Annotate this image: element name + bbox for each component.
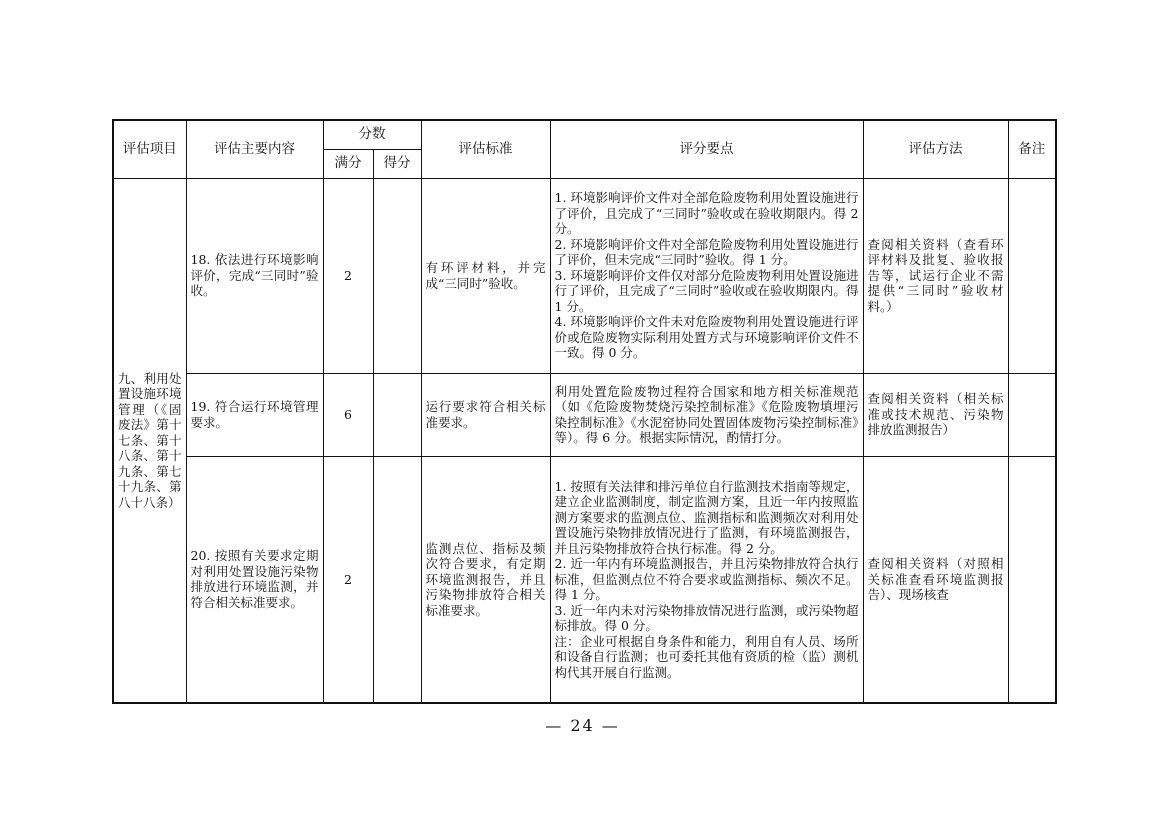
evaluation-table: [112, 119, 1057, 704]
remarks-cell[interactable]: [1008, 373, 1056, 456]
header-score-group: 分数: [323, 120, 421, 149]
point-item: 1. 环境影响评价文件对全部危险废物利用处置设施进行了评价，且完成了“三同时”验收或在验收期限内。得 2 分。: [554, 190, 859, 237]
got-score-cell[interactable]: [373, 373, 421, 456]
header-content: 评估主要内容: [186, 120, 323, 178]
points-cell: [550, 178, 863, 373]
point-item: 2. 近一年内有环境监测报告，并且污染物排放符合执行标准，但监测点位不符合要求或监测指标、频次不足。得 1 分。: [554, 556, 859, 602]
standard-cell: 运行要求符合相关标准要求。: [421, 373, 550, 456]
header-method: 评估方法: [863, 120, 1008, 178]
remarks-cell[interactable]: [1008, 178, 1056, 373]
remarks-cell[interactable]: [1008, 456, 1056, 703]
table-row: [113, 373, 1056, 456]
page-number: — 24 —: [545, 716, 620, 735]
got-score-cell[interactable]: [373, 178, 421, 373]
header-standard: 评估标准: [421, 120, 550, 178]
header-points: 评分要点: [550, 120, 863, 178]
points-cell: [550, 373, 863, 456]
standard-cell: 有环评材料，并完成“三同时”验收。: [421, 178, 550, 373]
point-item: 3. 环境影响评价文件仅对部分危险废物利用处置设施进行了评价，且完成了“三同时”验收或在验收期限内。得 1 分。: [554, 267, 859, 314]
category-cell: 九、利用处置设施环境管理（《固废法》第十七条、第十八条、第十九条、第七十九条、第八十八条）: [113, 178, 186, 703]
points-cell: [550, 456, 863, 703]
header-got-score: 得分: [373, 149, 421, 178]
point-item: 3. 近一年内未对污染物排放情况进行监测，或污染物超标排放。得 0 分。: [554, 602, 859, 633]
table-row: [113, 178, 1056, 373]
content-cell: 19. 符合运行环境管理要求。: [186, 373, 323, 456]
point-item: 4. 环境影响评价文件未对危险废物利用处置设施进行评价或危险废物实际利用处置方式与环境影响评价文件不一致。得 0 分。: [554, 314, 859, 361]
method-cell: 查阅相关资料（相关标准或技术规范、污染物排放监测报告）: [863, 373, 1008, 456]
full-score-cell: 2: [323, 178, 373, 373]
table-row: [113, 456, 1056, 703]
header-item: 评估项目: [113, 120, 186, 178]
full-score-cell: 6: [323, 373, 373, 456]
method-cell: 查阅相关资料（查看环评材料及批复、验收报告等，试运行企业不需提供“三同时”验收材料。）: [863, 178, 1008, 373]
header-row-1: [113, 120, 1056, 149]
content-cell: 20. 按照有关要求定期对利用处置设施污染物排放进行环境监测，并符合相关标准要求。: [186, 456, 323, 703]
full-score-cell: 2: [323, 456, 373, 703]
standard-cell: 监测点位、指标及频次符合要求，有定期环境监测报告，并且污染物排放符合相关标准要求。: [421, 456, 550, 703]
content-cell: 18. 依法进行环境影响评价，完成“三同时”验收。: [186, 178, 323, 373]
point-item: 2. 环境影响评价文件对全部危险废物利用处置设施进行了评价，但未完成“三同时”验收。得 1 分。: [554, 236, 859, 268]
header-full-score: 满分: [323, 149, 373, 178]
point-item: 注：企业可根据自身条件和能力，利用自有人员、场所和设备自行监测；也可委托其他有资质的检（监）测机构代其开展自行监测。: [554, 633, 859, 680]
got-score-cell[interactable]: [373, 456, 421, 703]
point-item: 利用处置危险废物过程符合国家和地方相关标准规范（如《危险废物焚烧污染控制标准》《危险废物填埋污染控制标准》《水泥窑协同处置固体废物污染控制标准》等）。得 6 分。根据实际情况，酌情打分。: [554, 383, 859, 445]
header-remarks: 备注: [1008, 120, 1056, 178]
method-cell: 查阅相关资料（对照相关标准查看环境监测报告）、现场核查: [863, 456, 1008, 703]
point-item: 1. 按照有关法律和排污单位自行监测技术指南等规定，建立企业监测制度，制定监测方案，且近一年内按照监测方案要求的监测点位、监测指标和监测频次对利用处置设施污染物排放情况进行了监测，有环境监测报告，并且污染物排放符合执行标准。得 2 分。: [554, 478, 859, 556]
